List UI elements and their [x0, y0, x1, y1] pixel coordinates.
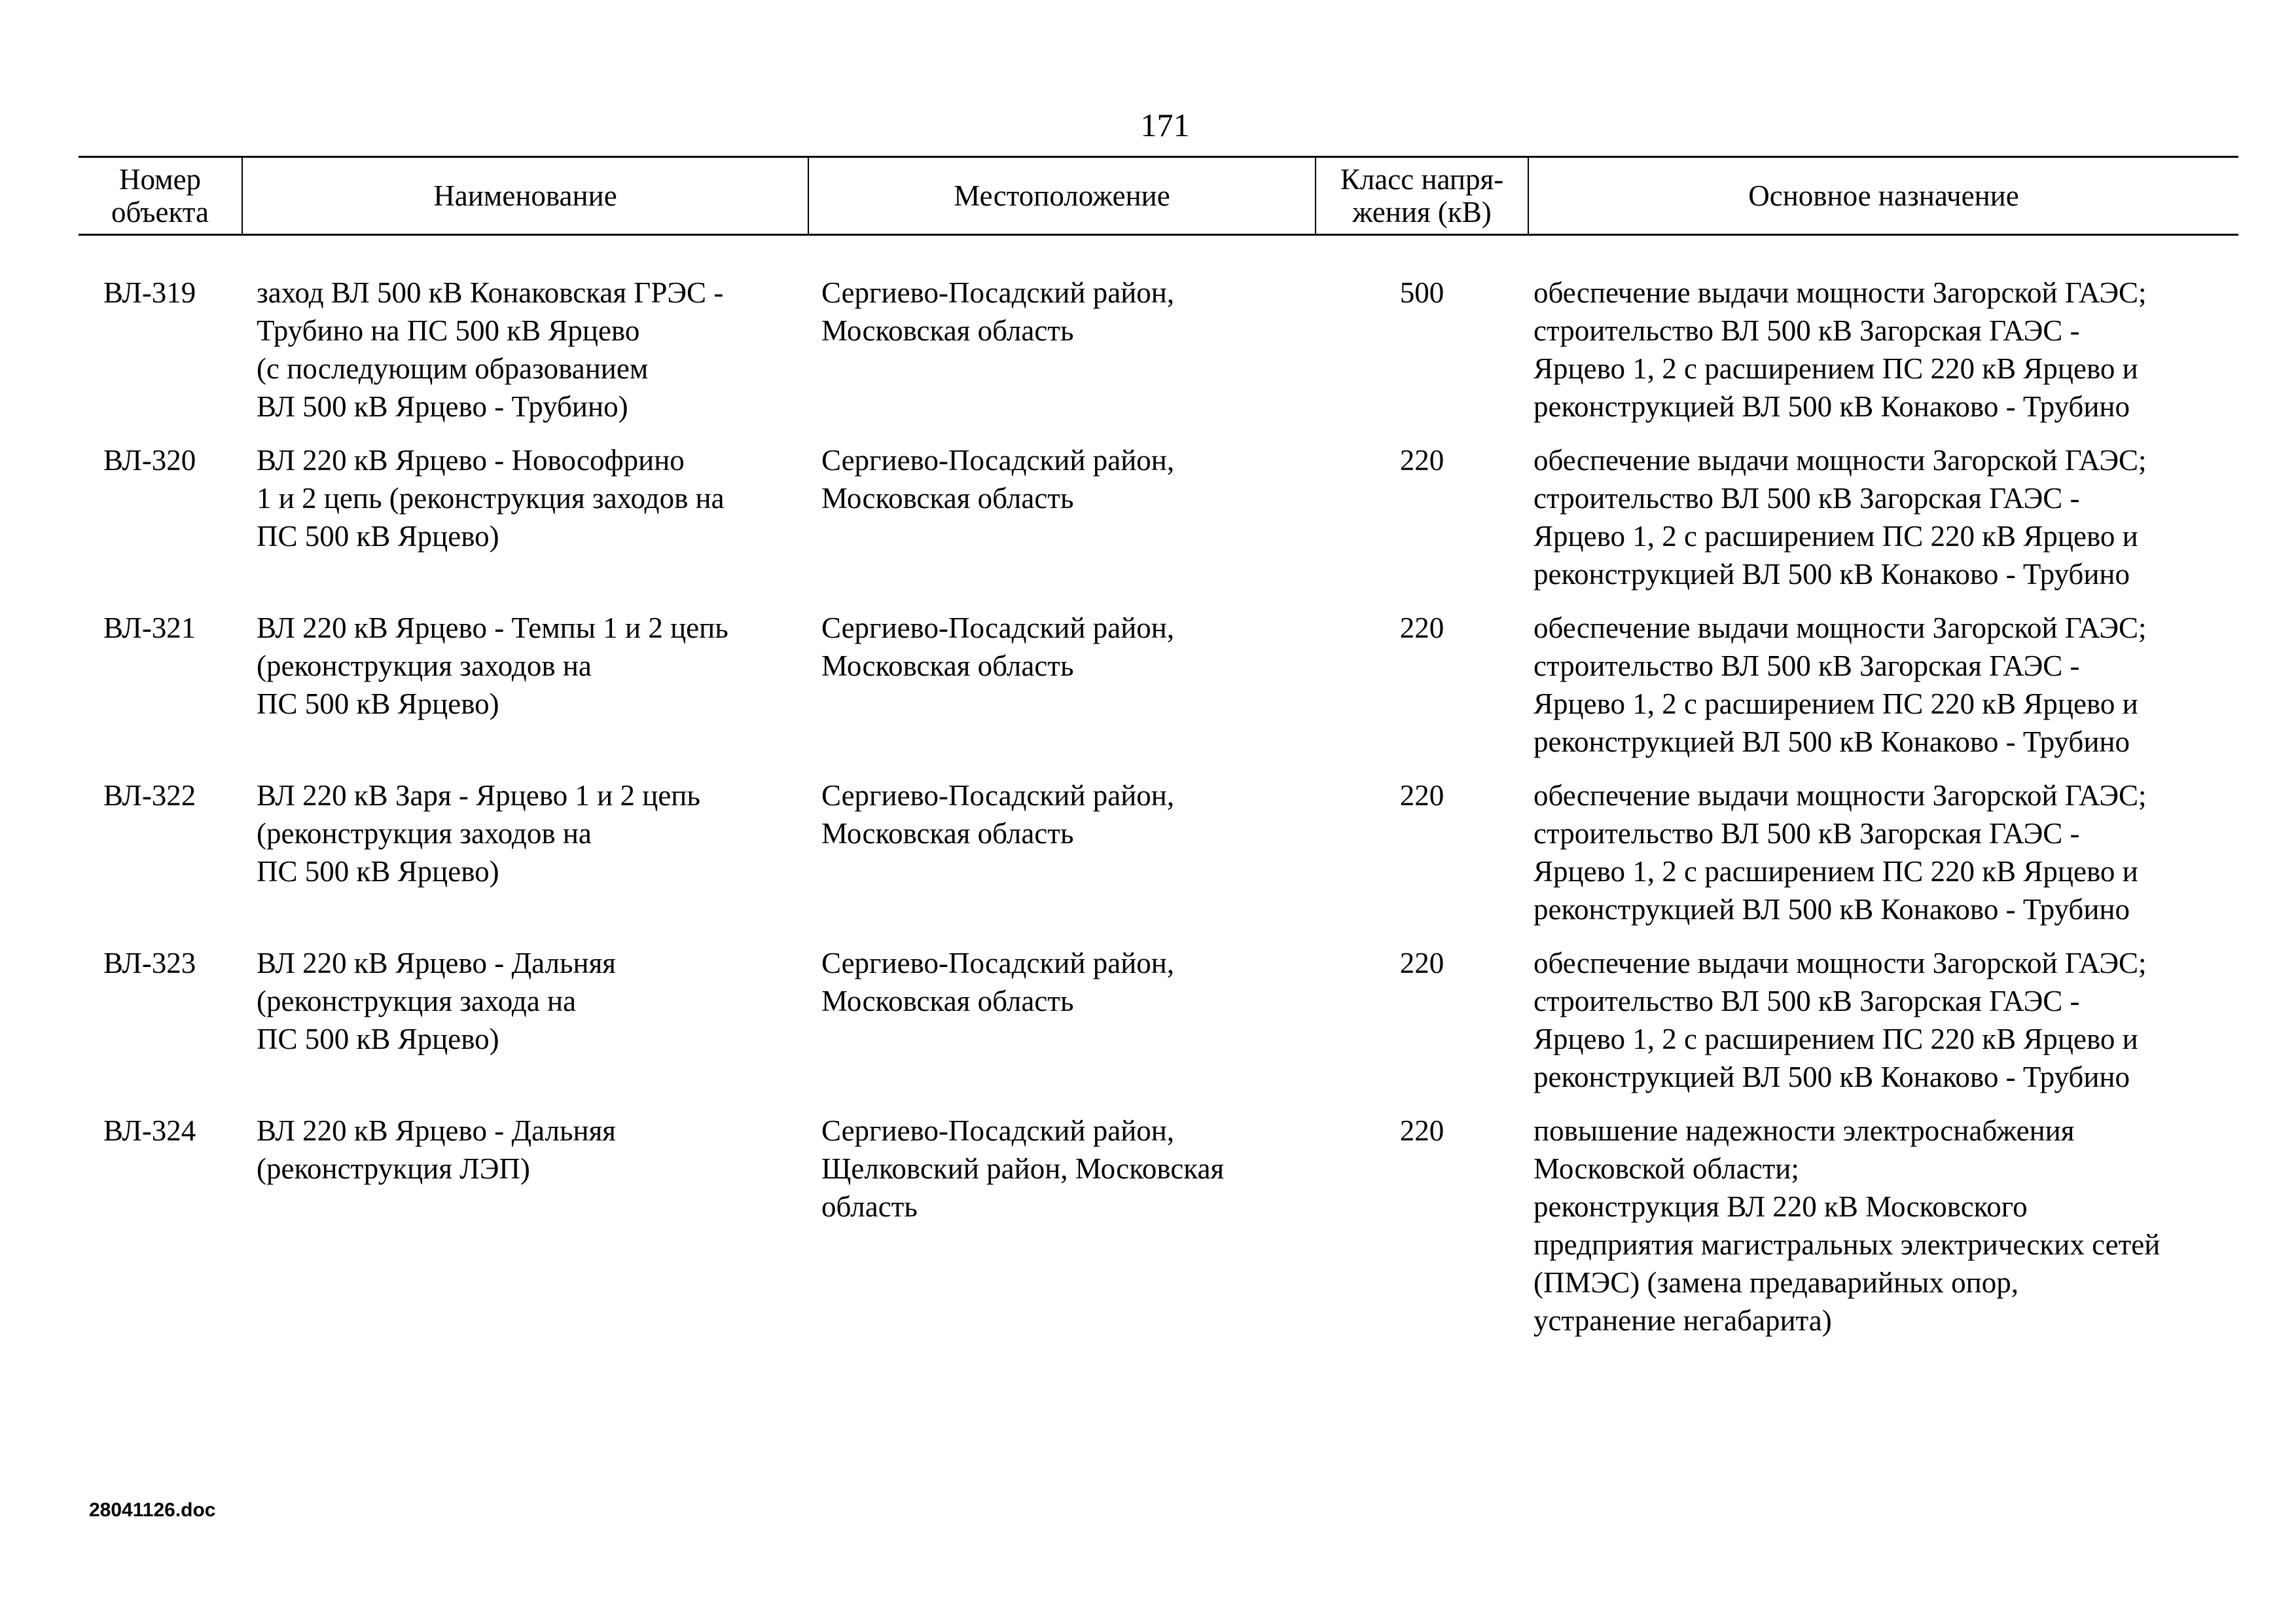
object-location: Сергиево-Посадский район, Московская область [821, 947, 1175, 1017]
object-voltage: 220 [1399, 947, 1444, 979]
object-name: ВЛ 220 кВ Ярцево - Новософрино 1 и 2 цепь (реконструкция заходов на ПС 500 кВ Ярцево) [257, 444, 725, 553]
table-row [79, 1112, 2238, 1355]
table-header-row [79, 157, 2238, 235]
object-number: ВЛ-323 [103, 947, 196, 979]
object-location: Сергиево-Посадский район, Московская область [821, 444, 1175, 515]
object-name: ВЛ 220 кВ Заря - Ярцево 1 и 2 цепь (реконструкция заходов на ПС 500 кВ Ярцево) [257, 779, 700, 888]
header-object-number: Номер объекта [79, 157, 242, 235]
object-purpose: обеспечение выдачи мощности Загорской ГАЭС; строительство ВЛ 500 кВ Загорская ГАЭС - Ярцево 1, 2 с расширением ПС 220 кВ Ярцево и реконструкцией ВЛ 500 кВ Конаково - Трубино [1534, 444, 2147, 591]
object-location: Сергиево-Посадский район, Московская область [821, 276, 1175, 347]
header-purpose: Основное назначение [1528, 157, 2238, 235]
table-row [79, 944, 2238, 1112]
object-name: ВЛ 220 кВ Ярцево - Дальняя (реконструкция ЛЭП) [257, 1114, 616, 1185]
table-row [79, 441, 2238, 609]
object-voltage: 500 [1399, 276, 1444, 309]
object-purpose: повышение надежности электроснабжения Московской области; реконструкция ВЛ 220 кВ Московского предприятия магистральных электрических сетей (ПМЭС) (замена предаварийных опор, устранение негабарита) [1534, 1114, 2161, 1337]
object-purpose: обеспечение выдачи мощности Загорской ГАЭС; строительство ВЛ 500 кВ Загорская ГАЭС - Ярцево 1, 2 с расширением ПС 220 кВ Ярцево и реконструкцией ВЛ 500 кВ Конаково - Трубино [1534, 276, 2147, 423]
table-row [79, 609, 2238, 776]
page-number: 171 [1140, 107, 1190, 143]
table-header [79, 157, 2238, 235]
object-voltage: 220 [1399, 1114, 1444, 1147]
object-number: ВЛ-322 [103, 779, 196, 812]
object-location: Сергиево-Посадский район, Московская область [821, 779, 1175, 850]
object-purpose: обеспечение выдачи мощности Загорской ГАЭС; строительство ВЛ 500 кВ Загорская ГАЭС - Ярцево 1, 2 с расширением ПС 220 кВ Ярцево и реконструкцией ВЛ 500 кВ Конаково - Трубино [1534, 779, 2147, 926]
header-location: Местоположение [808, 157, 1316, 235]
object-purpose: обеспечение выдачи мощности Загорской ГАЭС; строительство ВЛ 500 кВ Загорская ГАЭС - Ярцево 1, 2 с расширением ПС 220 кВ Ярцево и реконструкцией ВЛ 500 кВ Конаково - Трубино [1534, 611, 2147, 758]
header-name: Наименование [242, 157, 808, 235]
object-voltage: 220 [1399, 611, 1444, 644]
table-row [79, 274, 2238, 441]
table-body [79, 235, 2238, 1356]
object-location: Сергиево-Посадский район, Щелковский район, Московская область [821, 1114, 1225, 1223]
object-voltage: 220 [1399, 444, 1444, 477]
footer-filename: 28041126.doc [89, 1499, 216, 1521]
header-voltage-class: Класс напря- жения (кВ) [1316, 157, 1528, 235]
object-name: ВЛ 220 кВ Ярцево - Темпы 1 и 2 цепь (реконструкция заходов на ПС 500 кВ Ярцево) [257, 611, 728, 720]
object-purpose: обеспечение выдачи мощности Загорской ГАЭС; строительство ВЛ 500 кВ Загорская ГАЭС - Ярцево 1, 2 с расширением ПС 220 кВ Ярцево и реконструкцией ВЛ 500 кВ Конаково - Трубино [1534, 947, 2147, 1093]
object-number: ВЛ-321 [103, 611, 196, 644]
spacer-cell [79, 235, 2238, 274]
object-location: Сергиево-Посадский район, Московская область [821, 611, 1175, 682]
object-name: заход ВЛ 500 кВ Конаковская ГРЭС - Трубино на ПС 500 кВ Ярцево (с последующим образованием ВЛ 500 кВ Ярцево - Трубино) [257, 276, 724, 423]
table-row [79, 776, 2238, 944]
object-number: ВЛ-320 [103, 444, 196, 477]
object-number: ВЛ-319 [103, 276, 196, 309]
object-voltage: 220 [1399, 779, 1444, 812]
table-spacer [79, 235, 2238, 274]
object-number: ВЛ-324 [103, 1114, 196, 1147]
objects-table [79, 156, 2238, 1355]
object-name: ВЛ 220 кВ Ярцево - Дальняя (реконструкция захода на ПС 500 кВ Ярцево) [257, 947, 616, 1055]
